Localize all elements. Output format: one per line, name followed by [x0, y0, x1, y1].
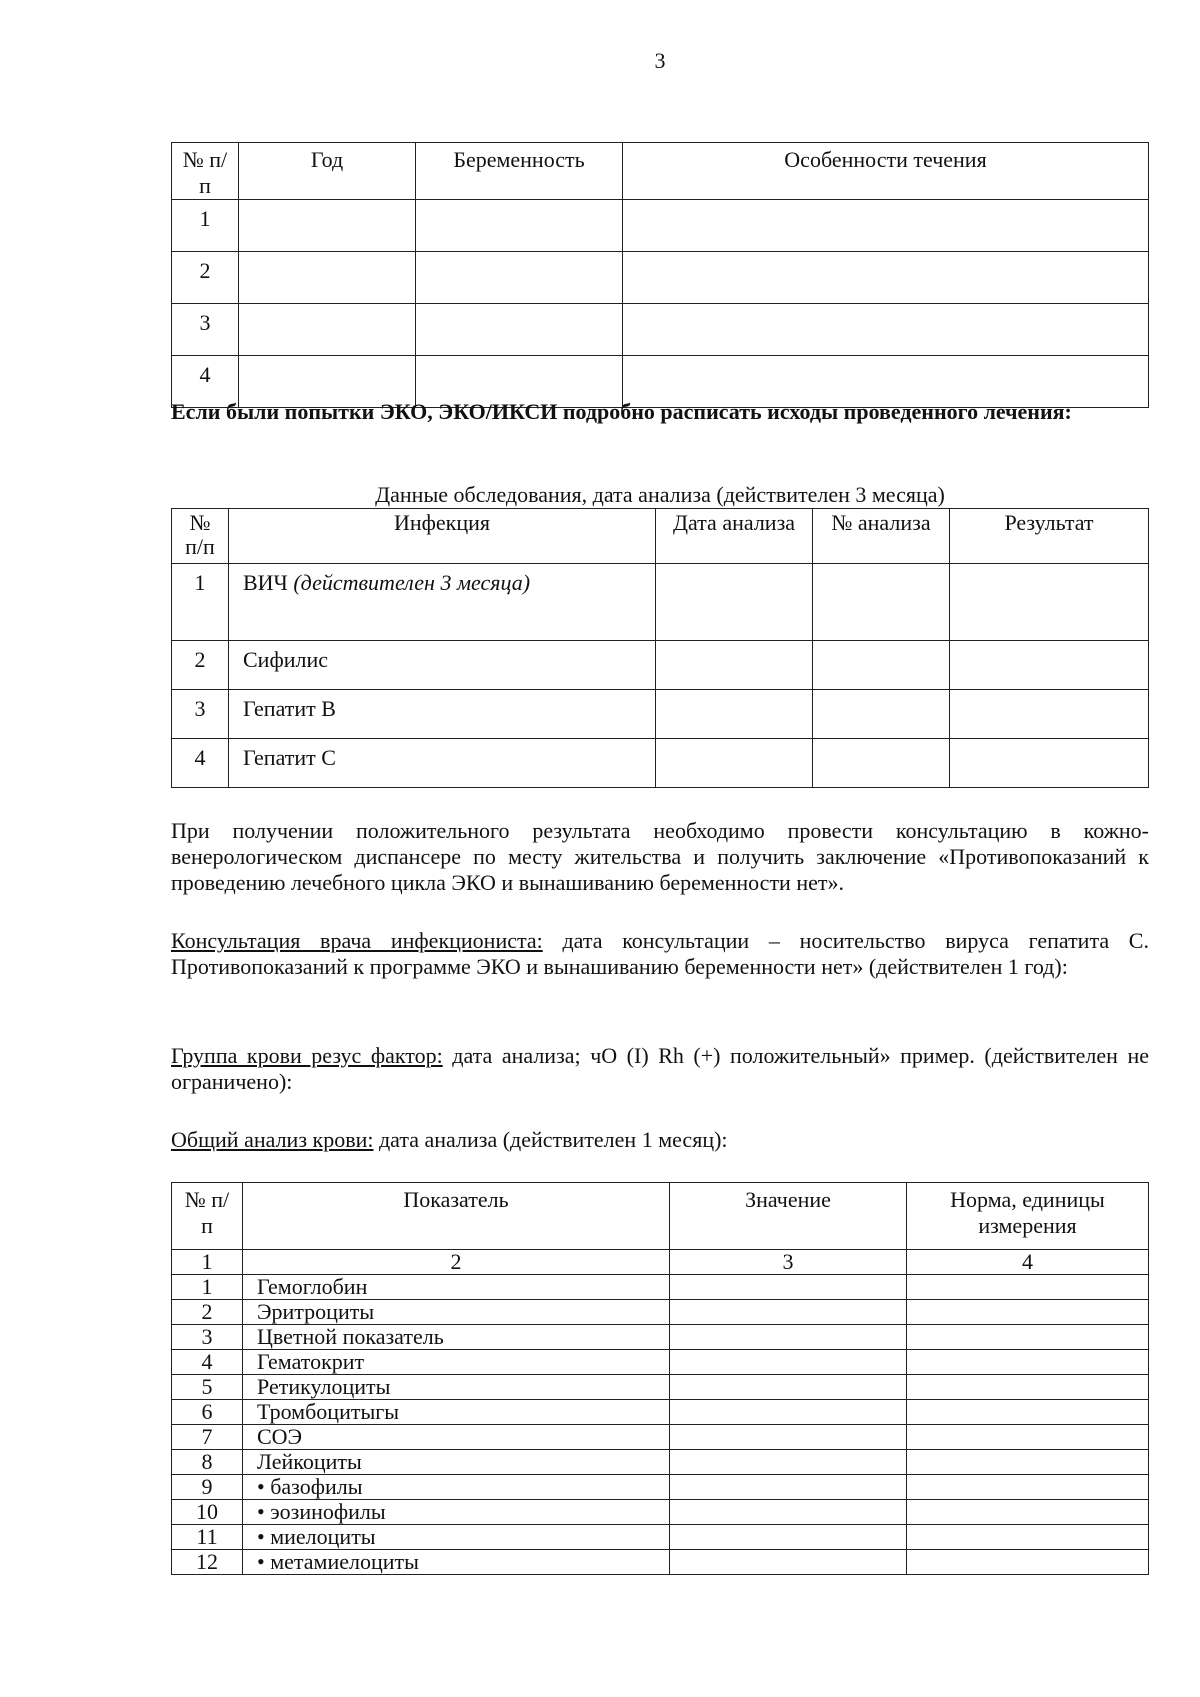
column-number: 4	[907, 1250, 1149, 1275]
column-header: Инфекция	[229, 509, 656, 564]
year-cell	[239, 252, 416, 304]
value-cell	[670, 1325, 907, 1350]
blood-group-label: Группа крови резус фактор:	[171, 1043, 443, 1068]
table-row	[172, 1500, 1149, 1525]
column-header: Результат	[950, 509, 1149, 564]
table-row	[172, 641, 1149, 690]
row-number: 10	[172, 1500, 243, 1525]
norm-cell	[907, 1525, 1149, 1550]
table-row	[172, 739, 1149, 788]
course-cell	[623, 304, 1149, 356]
date-cell	[656, 690, 813, 739]
column-header: Значение	[670, 1183, 907, 1250]
table-row	[172, 1550, 1149, 1575]
indicator-name: Лейкоциты	[243, 1450, 670, 1475]
table-row	[172, 1425, 1149, 1450]
row-number: 1	[172, 1275, 243, 1300]
row-number: 2	[172, 641, 229, 690]
indicator-name: Ретикулоциты	[243, 1375, 670, 1400]
analysis-number-cell	[813, 690, 950, 739]
column-header: № п/п	[172, 143, 239, 200]
row-number: 12	[172, 1550, 243, 1575]
table-row	[172, 252, 1149, 304]
column-header: Год	[239, 143, 416, 200]
table-row	[172, 1350, 1149, 1375]
column-header: Особенности течения	[623, 143, 1149, 200]
consultation-paragraph	[171, 928, 1149, 980]
indicator-name: • базофилы	[243, 1475, 670, 1500]
indicator-name: • эозинофилы	[243, 1500, 670, 1525]
course-cell	[623, 252, 1149, 304]
infection-name: Гепатит С	[229, 739, 656, 788]
infection-name	[229, 564, 656, 641]
column-header: Показатель	[243, 1183, 670, 1250]
norm-cell	[907, 1300, 1149, 1325]
table-row	[172, 1275, 1149, 1300]
date-cell	[656, 564, 813, 641]
indicator-name: • метамиелоциты	[243, 1550, 670, 1575]
column-number-row	[172, 1250, 1149, 1275]
consultation-text: дата консультации – носительство вируса гепатита С. Противопоказаний к программе ЭКО и вынашиванию беременности нет» (действителен 1 год):	[171, 928, 1149, 979]
analysis-number-cell	[813, 564, 950, 641]
cbc-paragraph	[171, 1127, 1149, 1153]
indicator-name: Гемоглобин	[243, 1275, 670, 1300]
consultation-label: Консультация врача инфекциониста:	[171, 928, 543, 953]
table-row	[172, 1475, 1149, 1500]
row-number: 3	[172, 304, 239, 356]
norm-cell	[907, 1325, 1149, 1350]
page-number: 3	[654, 48, 666, 73]
pregnancy-cell	[416, 200, 623, 252]
table-row	[172, 1300, 1149, 1325]
table-header-row	[172, 143, 1149, 200]
infection-label: ВИЧ	[243, 570, 288, 595]
norm-cell	[907, 1350, 1149, 1375]
row-number: 5	[172, 1375, 243, 1400]
column-number: 2	[243, 1250, 670, 1275]
date-cell	[656, 739, 813, 788]
table-row	[172, 1375, 1149, 1400]
infection-name: Гепатит В	[229, 690, 656, 739]
norm-cell	[907, 1550, 1149, 1575]
column-header: Норма, единицы измерения	[907, 1183, 1149, 1250]
analysis-number-cell	[813, 739, 950, 788]
blood-group-paragraph	[171, 1043, 1149, 1095]
positive-result-paragraph: При получении положительного результата необходимо провести консультацию в кожно-венерологическом диспансере по месту жительства и получить заключение «Противопоказаний к проведению лечебного цикла ЭКО и вынашиванию беременности нет».	[171, 818, 1149, 895]
norm-cell	[907, 1500, 1149, 1525]
row-number: 2	[172, 1300, 243, 1325]
blood-analysis-table	[171, 1182, 1149, 1575]
table-row	[172, 304, 1149, 356]
table-row	[172, 1450, 1149, 1475]
pregnancy-cell	[416, 252, 623, 304]
blood-group-text: дата анализа; чО (I) Rh (+) положительный» пример. (действителен не ограничено):	[171, 1043, 1150, 1094]
value-cell	[670, 1500, 907, 1525]
year-cell	[239, 304, 416, 356]
row-number: 2	[172, 252, 239, 304]
column-header: № п/п	[172, 509, 229, 564]
indicator-name: Эритроциты	[243, 1300, 670, 1325]
value-cell	[670, 1400, 907, 1425]
table-row	[172, 1400, 1149, 1425]
cbc-text: дата анализа (действителен 1 месяц):	[373, 1127, 728, 1152]
table-header-row	[172, 509, 1149, 564]
column-header: Дата анализа	[656, 509, 813, 564]
row-number: 4	[172, 356, 239, 408]
norm-cell	[907, 1275, 1149, 1300]
table-row	[172, 1325, 1149, 1350]
result-cell	[950, 739, 1149, 788]
date-cell	[656, 641, 813, 690]
row-number: 3	[172, 690, 229, 739]
norm-cell	[907, 1400, 1149, 1425]
value-cell	[670, 1350, 907, 1375]
row-number: 4	[172, 739, 229, 788]
year-cell	[239, 200, 416, 252]
row-number: 6	[172, 1400, 243, 1425]
course-cell	[623, 200, 1149, 252]
table-row	[172, 564, 1149, 641]
result-cell	[950, 641, 1149, 690]
value-cell	[670, 1475, 907, 1500]
indicator-name: Гематокрит	[243, 1350, 670, 1375]
norm-cell	[907, 1450, 1149, 1475]
pregnancy-cell	[416, 304, 623, 356]
row-number: 3	[172, 1325, 243, 1350]
norm-cell	[907, 1375, 1149, 1400]
value-cell	[670, 1450, 907, 1475]
value-cell	[670, 1525, 907, 1550]
value-cell	[670, 1550, 907, 1575]
row-number: 1	[172, 564, 229, 641]
column-header: № анализа	[813, 509, 950, 564]
table-header-row	[172, 1183, 1149, 1250]
eco-note: Если были попытки ЭКО, ЭКО/ИКСИ подробно расписать исходы проведенного лечения:	[171, 399, 1072, 424]
cbc-label: Общий анализ крови:	[171, 1127, 374, 1152]
infection-table	[171, 508, 1149, 788]
infection-name: Сифилис	[229, 641, 656, 690]
value-cell	[670, 1375, 907, 1400]
row-number: 9	[172, 1475, 243, 1500]
norm-cell	[907, 1475, 1149, 1500]
row-number: 11	[172, 1525, 243, 1550]
value-cell	[670, 1300, 907, 1325]
row-number: 1	[172, 200, 239, 252]
value-cell	[670, 1425, 907, 1450]
infection-table-caption: Данные обследования, дата анализа (действителен 3 месяца)	[375, 482, 945, 507]
indicator-name: СОЭ	[243, 1425, 670, 1450]
result-cell	[950, 564, 1149, 641]
pregnancy-table	[171, 142, 1149, 408]
norm-cell	[907, 1425, 1149, 1450]
column-number: 1	[172, 1250, 243, 1275]
column-number: 3	[670, 1250, 907, 1275]
indicator-name: Цветной показатель	[243, 1325, 670, 1350]
result-cell	[950, 690, 1149, 739]
value-cell	[670, 1275, 907, 1300]
row-number: 4	[172, 1350, 243, 1375]
column-header: Беременность	[416, 143, 623, 200]
table-row	[172, 690, 1149, 739]
row-number: 7	[172, 1425, 243, 1450]
indicator-name: • миелоциты	[243, 1525, 670, 1550]
indicator-name: Тромбоцитыгы	[243, 1400, 670, 1425]
column-header: № п/п	[172, 1183, 243, 1250]
row-number: 8	[172, 1450, 243, 1475]
infection-note: (действителен 3 месяца)	[293, 570, 531, 595]
table-row	[172, 200, 1149, 252]
analysis-number-cell	[813, 641, 950, 690]
table-row	[172, 1525, 1149, 1550]
